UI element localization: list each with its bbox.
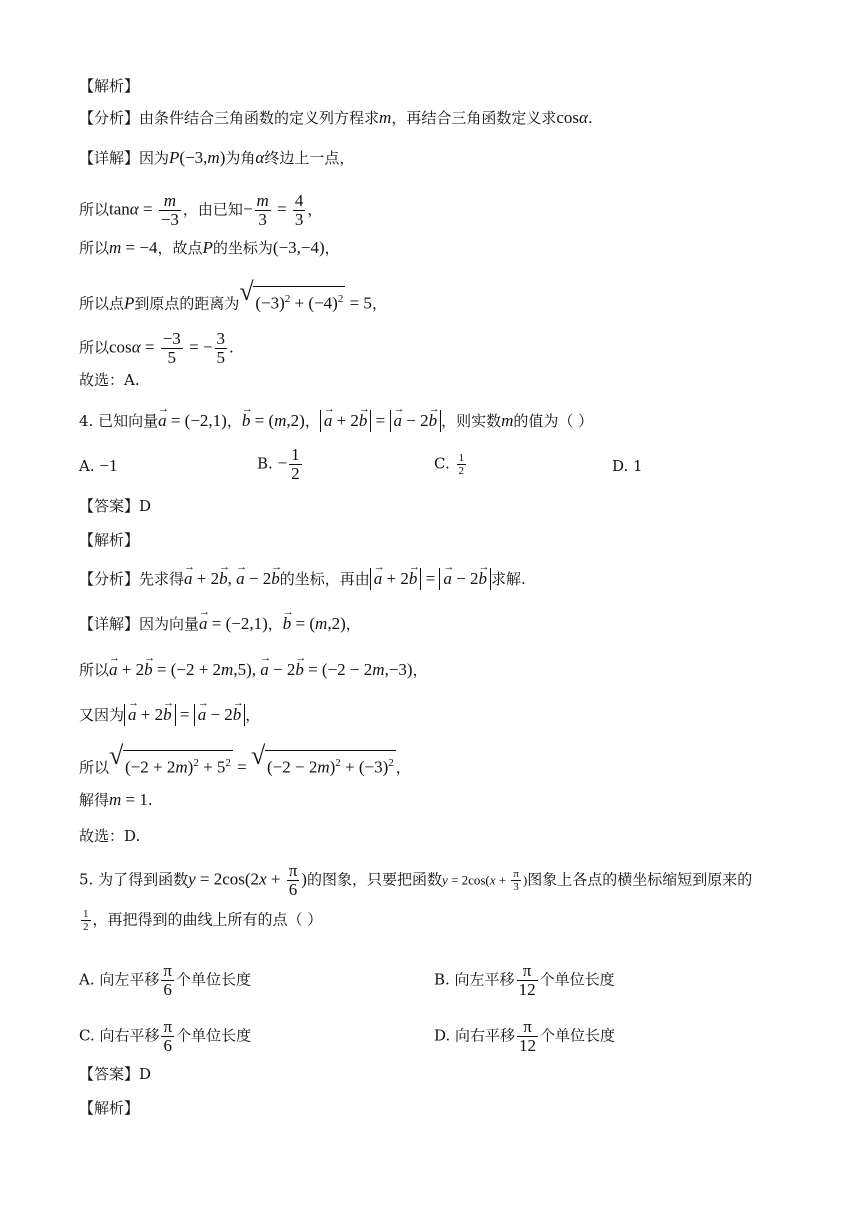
q4-xiangjie-line5: 解得m = 1. bbox=[79, 790, 153, 809]
q5-option-d[interactable]: D. 向右平移 $\frac{\pi}{12}$ 个单位长度 bbox=[434, 1017, 616, 1055]
q5-stem-line1: 5. 为了得到函数y = 2cos(2x + $\frac{\pi}{6}$ )的图象，只要把函数y = 2cos(x + $\frac{\pi}{3}$ )图象上各点的横坐标缩短到原来的 bbox=[79, 861, 753, 899]
q4-option-c[interactable]: C. $\frac{1}{2}$ bbox=[434, 452, 464, 477]
q5-option-a[interactable]: A. 向左平移 $\frac{\pi}{6}$ 个单位长度 bbox=[79, 961, 251, 999]
q4-answer-choice: 故选：D. bbox=[79, 827, 141, 845]
q4-jiexi: 【解析】 bbox=[79, 531, 140, 549]
q3-jiexi: 【解析】 bbox=[79, 77, 140, 95]
q3-fenxi: 【分析】由条件结合三角函数的定义列方程求m，再结合三角函数定义求cosα. bbox=[79, 108, 593, 127]
q5-stem-line2: $\frac{1}{2}$ ，再把得到的曲线上所有的点（ ） bbox=[83, 908, 323, 933]
q4-xiangjie-line3: 又因为 a → + 2b → = a → − 2b → ， bbox=[79, 704, 260, 726]
q3-answer-choice: 故选：A. bbox=[79, 371, 140, 389]
q4-stem: 4. 已知向量a → = (−2,1)，b → = (m,2)， a → + 2b → = a → − 2b → ，则实数m的值为（ ） bbox=[79, 410, 593, 432]
q3-xiangjie-line5: 所以cosα = $\frac{-3}{5}$ = − $\frac{3}{5}$ . bbox=[79, 329, 234, 367]
q4-fenxi: 【分析】先求得a → + 2b →, a → − 2b →的坐标，再由 a → + 2b → = a → − 2b → 求解. bbox=[79, 568, 526, 590]
q3-xiangjie-line3: 所以m = −4，故点P的坐标为(−3,−4)， bbox=[79, 238, 340, 257]
q3-xiangjie-line4: 所以点P到原点的距离为 √ $(-3)^2 + (-4)^2 = 5$， bbox=[79, 277, 387, 313]
q4-option-d[interactable]: D. 1 bbox=[612, 457, 643, 475]
q4-xiangjie-line4: 所以 √ $(-2 + 2m)^2 + 5^2$ = √ $(-2 - 2m)^2 + (-3)^2$ ， bbox=[79, 741, 411, 777]
q3-xiangjie-line2: 所以tanα = $\frac{m}{-3}$ ，由已知− $\frac{m}{3}$ = $\frac{4}{3}$ ， bbox=[79, 191, 323, 229]
q4-xiangjie-line1: 【详解】因为向量a → = (−2,1)，b → = (m,2)， bbox=[79, 614, 361, 634]
q4-xiangjie-line2: 所以a → + 2b → = (−2 + 2m,5), a → − 2b → = (−2 − 2m,−3)， bbox=[79, 660, 428, 680]
q4-answer: 【答案】D bbox=[79, 497, 152, 515]
q5-jiexi: 【解析】 bbox=[79, 1099, 140, 1117]
q5-option-c[interactable]: C. 向右平移 $\frac{\pi}{6}$ 个单位长度 bbox=[79, 1017, 252, 1055]
q3-xiangjie-line1: 【详解】因为P(−3,m)为角α终边上一点， bbox=[79, 148, 355, 167]
q5-option-b[interactable]: B. 向左平移 $\frac{\pi}{12}$ 个单位长度 bbox=[434, 961, 615, 999]
q4-option-b[interactable]: B. − $\frac{1}{2}$ bbox=[257, 445, 300, 483]
q4-option-a[interactable]: A. −1 bbox=[79, 456, 118, 475]
q5-answer: 【答案】D bbox=[79, 1065, 152, 1083]
